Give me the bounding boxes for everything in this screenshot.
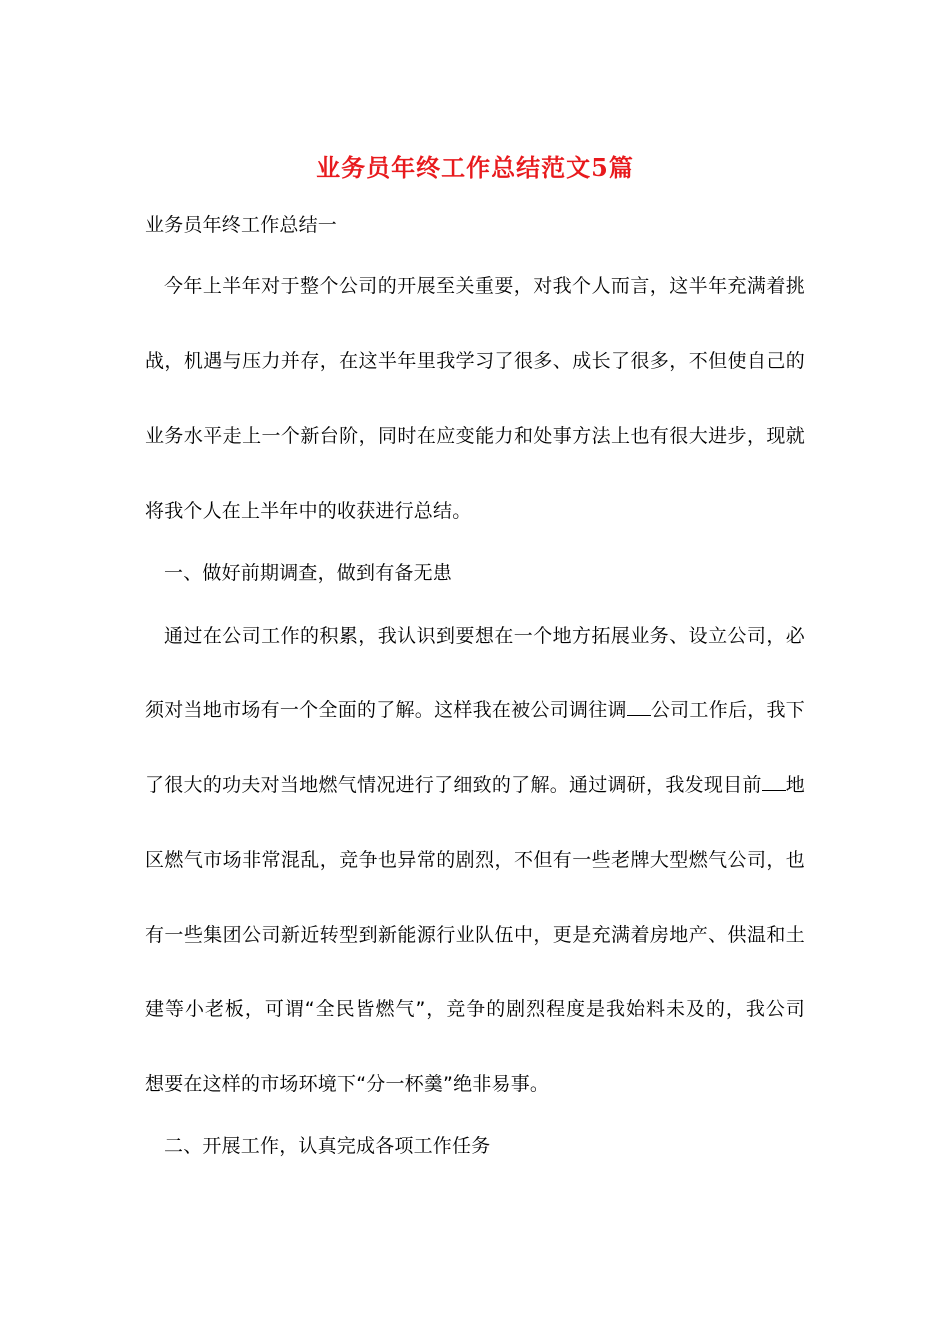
paragraph1-line2: 战，机遇与压力并存，在这半年里我学习了很多、成长了很多，不但使自己的: [145, 350, 805, 372]
paragraph2-line5: 有一些集团公司新近转型到新能源行业队伍中，更是充满着房地产、供温和土: [145, 924, 805, 946]
paragraph2-line2-part1: 须对当地市场有一个全面的了解。这样我在被公司调往调: [145, 699, 627, 721]
paragraph2-line3-part1: 了很大的功夫对当地燃气情况进行了细致的了解。通过调研，我发现目前: [145, 774, 762, 796]
paragraph1-line1: 今年上半年对于整个公司的开展至关重要，对我个人而言，这半年充满着挑: [164, 275, 805, 297]
paragraph2-line6: 建等小老板，可谓“全民皆燃气”，竞争的剧烈程度是我始料未及的，我公司: [145, 998, 805, 1020]
paragraph1-line4: 将我个人在上半年中的收获进行总结。: [145, 500, 472, 522]
paragraph2-line1: 通过在公司工作的积累，我认识到要想在一个地方拓展业务、设立公司，必: [164, 625, 805, 647]
paragraph2-line3: [145, 770, 805, 800]
paragraph2-line2: [145, 695, 805, 725]
document-title: 业务员年终工作总结范文5篇: [316, 153, 634, 182]
paragraph1-line3: 业务水平走上一个新台阶，同时在应变能力和处事方法上也有很大进步，现就: [145, 425, 805, 447]
fill-in-blank: [762, 772, 786, 791]
paragraph2-line3-part2: 地: [785, 774, 806, 796]
paragraph2-line2-part2: 公司工作后，我下: [650, 699, 805, 721]
section-heading: 业务员年终工作总结一: [145, 214, 338, 236]
paragraph2-line4: 区燃气市场非常混乱，竞争也异常的剧烈，不但有一些老牌大型燃气公司，也: [145, 849, 805, 871]
subheading-1: 一、做好前期调查，做到有备无患: [164, 562, 453, 584]
subheading-2: 二、开展工作，认真完成各项工作任务: [164, 1135, 491, 1157]
paragraph2-line7: 想要在这样的市场环境下“分一杯羹”绝非易事。: [145, 1073, 550, 1095]
fill-in-blank: [627, 697, 651, 716]
